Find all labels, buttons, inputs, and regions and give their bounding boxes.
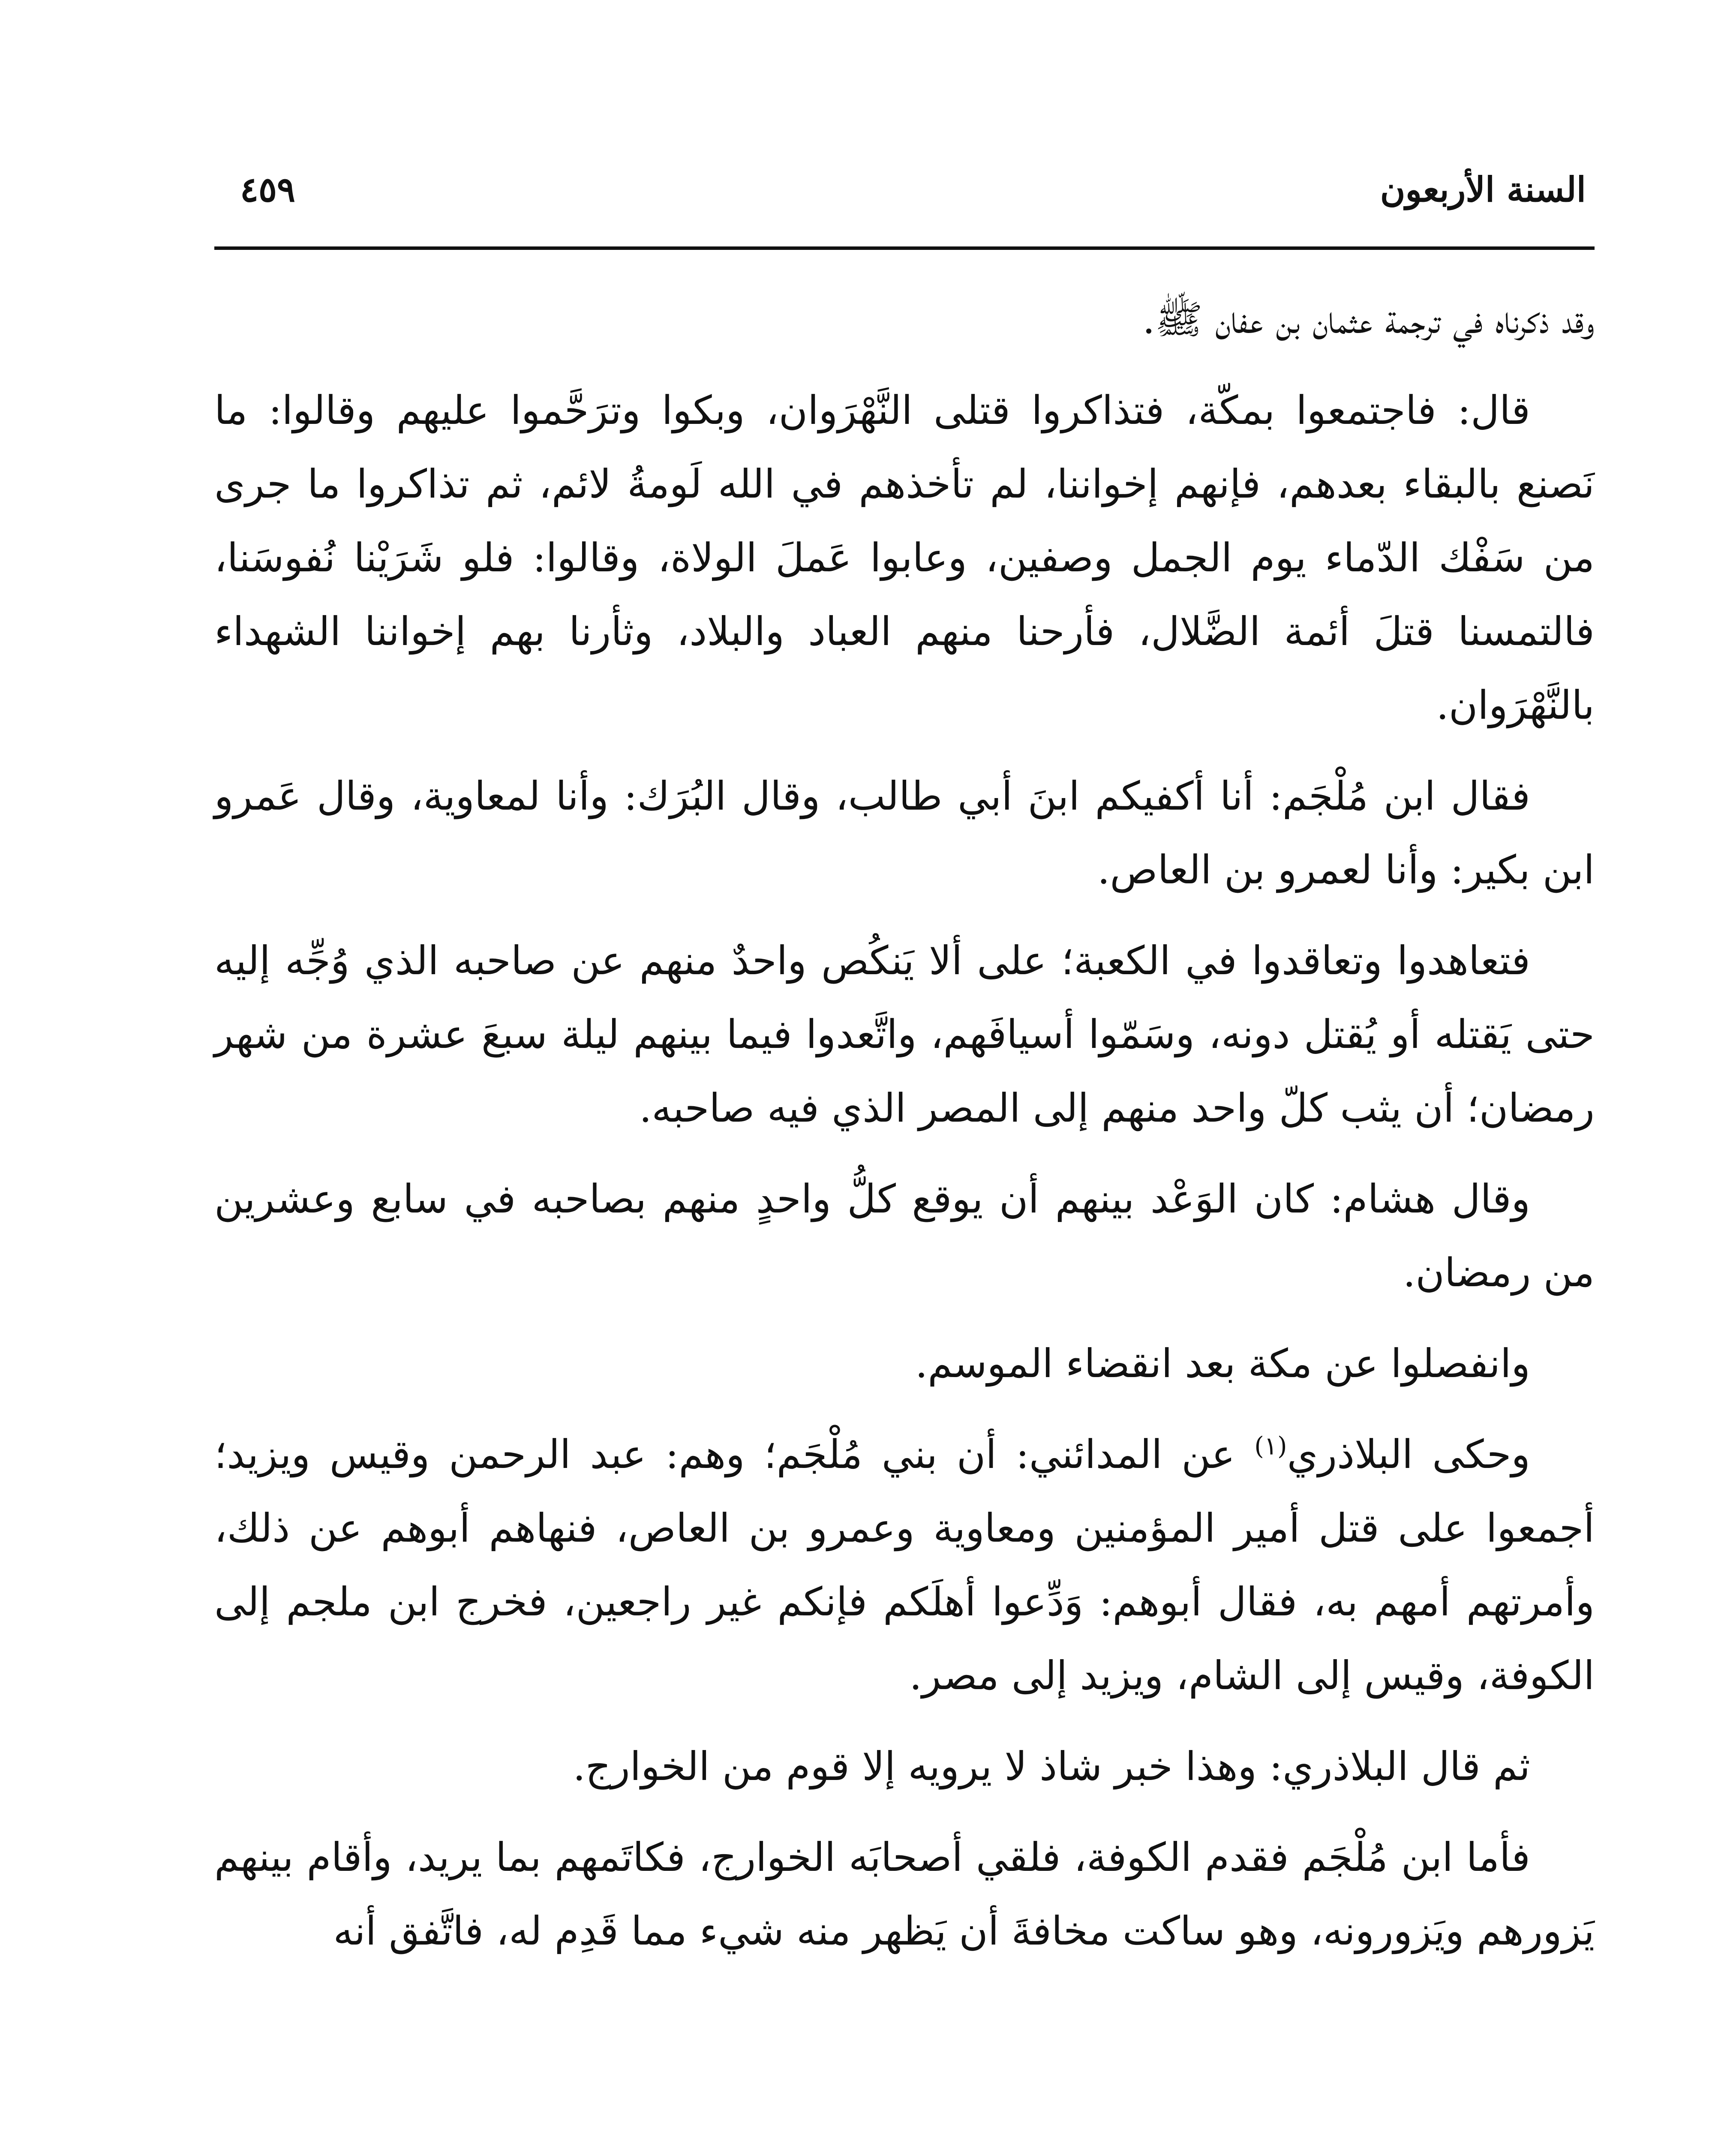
paragraph-2: قال: فاجتمعوا بمكّة، فتذاكروا قتلى النَّهْرَوان، وبكوا وترَحَّموا عليهم وقالوا: ما نَصنع بالبقاء بعدهم، فإنهم إخواننا، لم تأخذهم في الله لَومةُ لائم، ثم تذاكروا ما جرى من سَفْك الدّماء يوم الجمل وصفين، وعابوا عَملَ الولاة، وقالوا: فلو شَرَيْنا نُفوسَنا، فالتمسنا قتلَ أئمة الضَّلال، فأرحنا منهم العباد والبلاد، وثأرنا بهم إخواننا الشهداء بالنَّهْرَوان. (214, 387, 1595, 728)
page-number: ٤٥٩ (240, 169, 295, 210)
page-header (214, 169, 1586, 234)
paragraph-5: وقال هشام: كان الوَعْد بينهم أن يوقع كلُّ واحدٍ منهم بصاحبه في سابع وعشرين من رمضان. (214, 1176, 1595, 1296)
paragraph-3: فقال ابن مُلْجَم: أنا أكفيكم ابنَ أبي طالب، وقال البُرَك: وأنا لمعاوية، وقال عَمرو ابن بكير: وأنا لعمرو بن العاص. (214, 773, 1595, 893)
paragraph-4: فتعاهدوا وتعاقدوا في الكعبة؛ على ألا يَنكُص واحدٌ منهم عن صاحبه الذي وُجِّه إليه حتى يَقتله أو يُقتل دونه، وسَمّوا أسيافَهم، واتَّعدوا فيما بينهم ليلة سبعَ عشرة من شهر رمضان؛ أن يثب كلّ واحد منهم إلى المصر الذي فيه صاحبه. (214, 938, 1595, 1131)
running-title: السنة الأربعون (1380, 169, 1586, 210)
paragraph-1: وقد ذكرناه في ترجمة عثمان بن عفان ﷺ. (1142, 297, 1595, 342)
paragraph-7 (214, 1418, 1595, 1713)
paragraph-7-rest: عن المدائني: أن بني مُلْجَم؛ وهم: عبد الرحمن وقيس ويزيد؛ أجمعوا على قتل أمير المؤمنين ومعاوية وعمرو بن العاص، فنهاهم أبوهم عن ذلك، وأمرتهم أمهم به، فقال أبوهم: وَدِّعوا أهلَكم فإنكم غير راجعين، فخرج ابن ملجم إلى الكوفة، وقيس إلى الشام، ويزيد إلى مصر. (214, 1432, 1595, 1699)
main-text (214, 283, 1595, 1985)
paragraph-9: فأما ابن مُلْجَم فقدم الكوفة، فلقي أصحابَه الخوارج، فكاتَمهم بما يريد، وأقام بينهم يَزورهم ويَزورونه، وهو ساكت مخافةَ أن يَظهر منه شيء مما قَدِم له، فاتَّفق أنه (214, 1834, 1595, 1954)
paragraph-8: ثم قال البلاذري: وهذا خبر شاذ لا يرويه إلا قوم من الخوارج. (573, 1744, 1530, 1789)
header-rule (214, 246, 1595, 250)
paragraph-7-start: وحكى البلاذري (1287, 1432, 1530, 1477)
footnote-reference[interactable]: (١) (1254, 1431, 1287, 1461)
paragraph-6: وانفصلوا عن مكة بعد انقضاء الموسم. (915, 1341, 1530, 1387)
